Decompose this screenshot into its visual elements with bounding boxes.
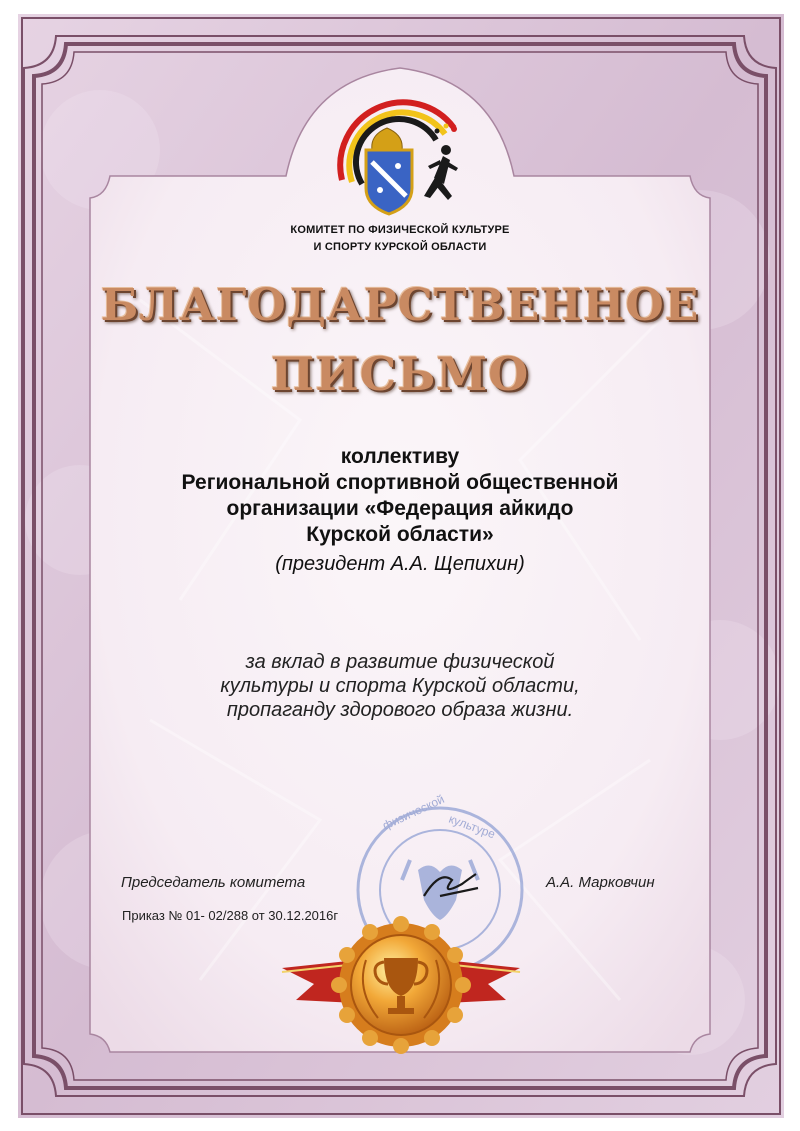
svg-text:культуре: культуре — [446, 811, 498, 842]
committee-line-1: КОМИТЕТ ПО ФИЗИЧЕСКОЙ КУЛЬТУРЕ — [290, 224, 510, 236]
title-line-1: БЛАГОДАРСТВЕННОЕ — [100, 280, 700, 331]
recipient-line-1: коллективу — [340, 445, 460, 468]
svg-text:физической: физической — [380, 791, 447, 833]
title-line-2: ПИСЬМО — [270, 347, 530, 401]
president-note: (президент А.А. Щепихин) — [275, 553, 525, 575]
recipient-line-3: организации «Федерация айкидо — [226, 497, 574, 520]
reason-line-1: за вклад в развитие физической — [245, 651, 555, 673]
recipient-line-2: Региональной спортивной общественной — [181, 471, 619, 494]
reason-line-2: культуры и спорта Курской области, — [220, 675, 580, 697]
signatory-name: А.А. Марковчин — [546, 874, 655, 891]
recipient-line-4: Курской области» — [306, 523, 494, 546]
reason-line-3: пропаганду здорового образа жизни. — [226, 699, 574, 721]
recipient-block — [0, 444, 800, 548]
committee-line-2: И СПОРТУ КУРСКОЙ ОБЛАСТИ — [313, 241, 487, 253]
award-reason — [0, 650, 800, 722]
signatory-position: Председатель комитета — [121, 874, 306, 891]
order-reference: Приказ № 01- 02/288 от 30.12.2016г — [122, 908, 339, 923]
committee-name — [0, 222, 800, 256]
